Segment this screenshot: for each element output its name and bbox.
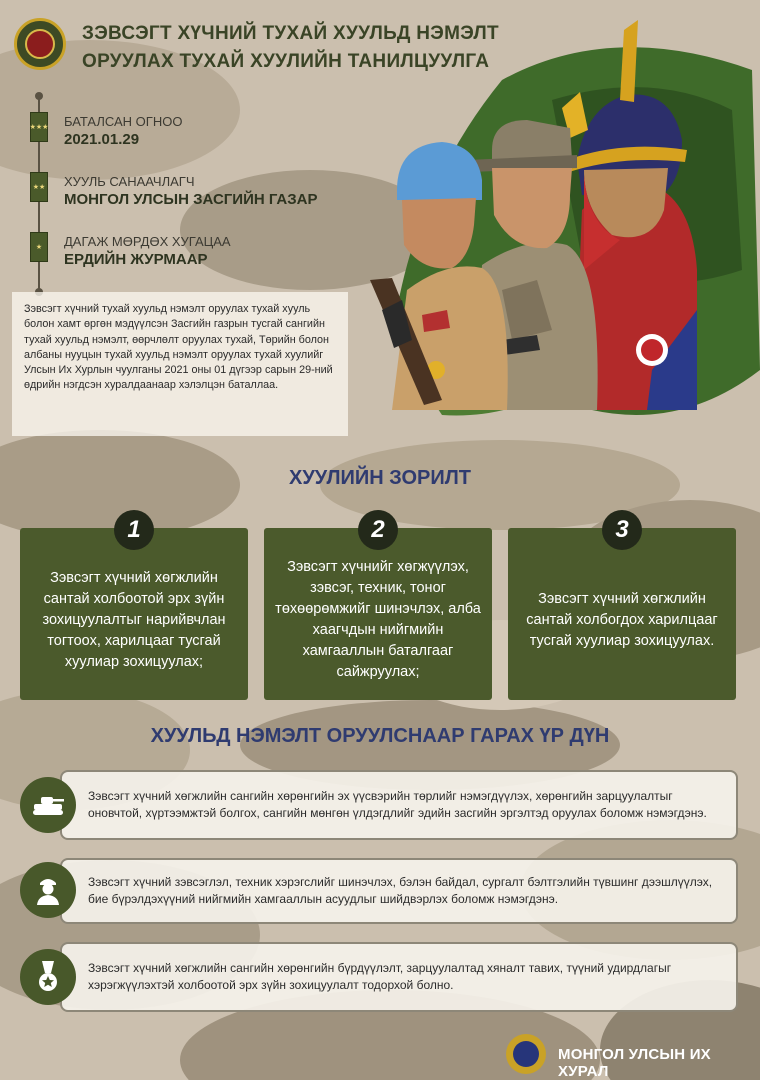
goal-card-2 bbox=[264, 528, 492, 700]
result-item-3 bbox=[60, 942, 738, 1012]
goal-number-1: 1 bbox=[114, 510, 154, 550]
result-item-2 bbox=[60, 858, 738, 924]
approval-date-label: БАТАЛСАН ОГНОО bbox=[64, 114, 183, 129]
approval-date-value: 2021.01.29 bbox=[64, 131, 140, 148]
soldier-icon bbox=[20, 862, 76, 918]
goal-text: Зэвсэгт хүчний хөгжлийн сантай холбогдох харилцааг тусгай хуулиар зохицуулах. bbox=[526, 590, 718, 649]
effective-date-value: ЕРДИЙН ЖУРМААР bbox=[64, 251, 208, 268]
goal-number-3: 3 bbox=[602, 510, 642, 550]
result-item-1 bbox=[60, 770, 738, 840]
footer-org-name: МОНГОЛ УЛСЫН ИХ ХУРАЛ bbox=[558, 1046, 711, 1080]
intro-paragraph: Зэвсэгт хүчний тухай хуульд нэмэлт оруулах тухай хууль болон хамт өргөн мэдүүлсэн Засгийн газрын тусгай сангийн тухай хуульд нэмэлт, өөрчлөлт оруулах тухай, Төрийн болон албаны нууцын тухай хуульд нэмэлт оруулах тухай хуулийг Улсын Их Хурлын чуулганы 2021 оны 01 дүгээр сарын 29-ний өдрийн нэгдсэн хуралдаанаар хэлэлцэн баталлаа. bbox=[12, 292, 348, 436]
goal-card-1 bbox=[20, 528, 248, 700]
soldiers-illustration bbox=[352, 10, 760, 430]
initiator-label: ХУУЛЬ САНААЧЛАГЧ bbox=[64, 174, 195, 189]
initiator-value: МОНГОЛ УЛСЫН ЗАСГИЙН ГАЗАР bbox=[64, 191, 318, 208]
emblem-inner bbox=[513, 1041, 539, 1067]
goal-number-2: 2 bbox=[358, 510, 398, 550]
goal-text: Зэвсэгт хүчнийг хөгжүүлэх, зэвсэг, техник, тоног төхөөрөмжийг шинэчлэх, алба хаагчдын нийгмийн хамгааллын баталгааг сайжруулах; bbox=[275, 559, 481, 680]
goal-card-3 bbox=[508, 528, 736, 700]
rank-insignia-icon: ★ bbox=[30, 232, 48, 262]
title-line-2: ОРУУЛАХ ТУХАЙ ХУУЛИЙН ТАНИЛЦУУЛГА bbox=[82, 51, 490, 72]
emblem-icon bbox=[25, 29, 55, 59]
timeline-dot bbox=[35, 92, 43, 100]
result-text: Зэвсэгт хүчний хөгжлийн сангийн хөрөнгийн эх үүсвэрийн төрлийг нэмэгдүүлэх, хөрөнгийн зарцуулалтыг оновчтой, хүртээмжтэй болгох, сангийн мөнгөн үлдэгдлийг эдийн засгийн эргэлтэд оруулах боломж нэмэгдэнэ. bbox=[88, 788, 707, 820]
goals-title: ХУУЛИЙН ЗОРИЛТ bbox=[288, 467, 472, 489]
tank-icon bbox=[20, 777, 76, 833]
result-text: Зэвсэгт хүчний зэвсэглэл, техник хэрэгслийг шинэчлэх, бэлэн байдал, сургалт бэлтгэлийн түвшинг дээшлүүлэх, бие бүрэлдэхүүний нийгмийн хамгааллын асуудлыг шийдвэрлэх боломж нэмэгдэнэ. bbox=[88, 874, 713, 906]
rank-insignia-icon: ★★ bbox=[30, 172, 48, 202]
result-text: Зэвсэгт хүчний хөгжлийн сангийн хөрөнгийн бүрдүүлэлт, зарцуулалтад хяналт тавих, түүний удирдлагыг хэрэгжүүлэхтэй холбоотой эрх зүйн зохицуулалт тодорхой болно. bbox=[88, 960, 672, 992]
title-line-1: ЗЭВСЭГТ ХҮЧНИЙ ТУХАЙ ХУУЛЬД НЭМЭЛТ bbox=[82, 23, 499, 44]
parliament-emblem-icon bbox=[506, 1034, 546, 1074]
medal-icon bbox=[20, 949, 76, 1005]
results-title: ХУУЛЬД НЭМЭЛТ ОРУУЛСНААР ГАРАХ ҮР ДҮН bbox=[150, 725, 610, 747]
armed-forces-logo bbox=[14, 18, 66, 70]
goal-text: Зэвсэгт хүчний хөгжлийн сантай холбоотой эрх зүйн зохицуулалтыг нарийвчлан тогтоох, харилцааг тусгай хуулиар зохицуулах; bbox=[42, 569, 226, 670]
rank-insignia-icon: ★★★ bbox=[30, 112, 48, 142]
effective-date-label: ДАГАЖ МӨРДӨХ ХУГАЦАА bbox=[64, 234, 231, 249]
